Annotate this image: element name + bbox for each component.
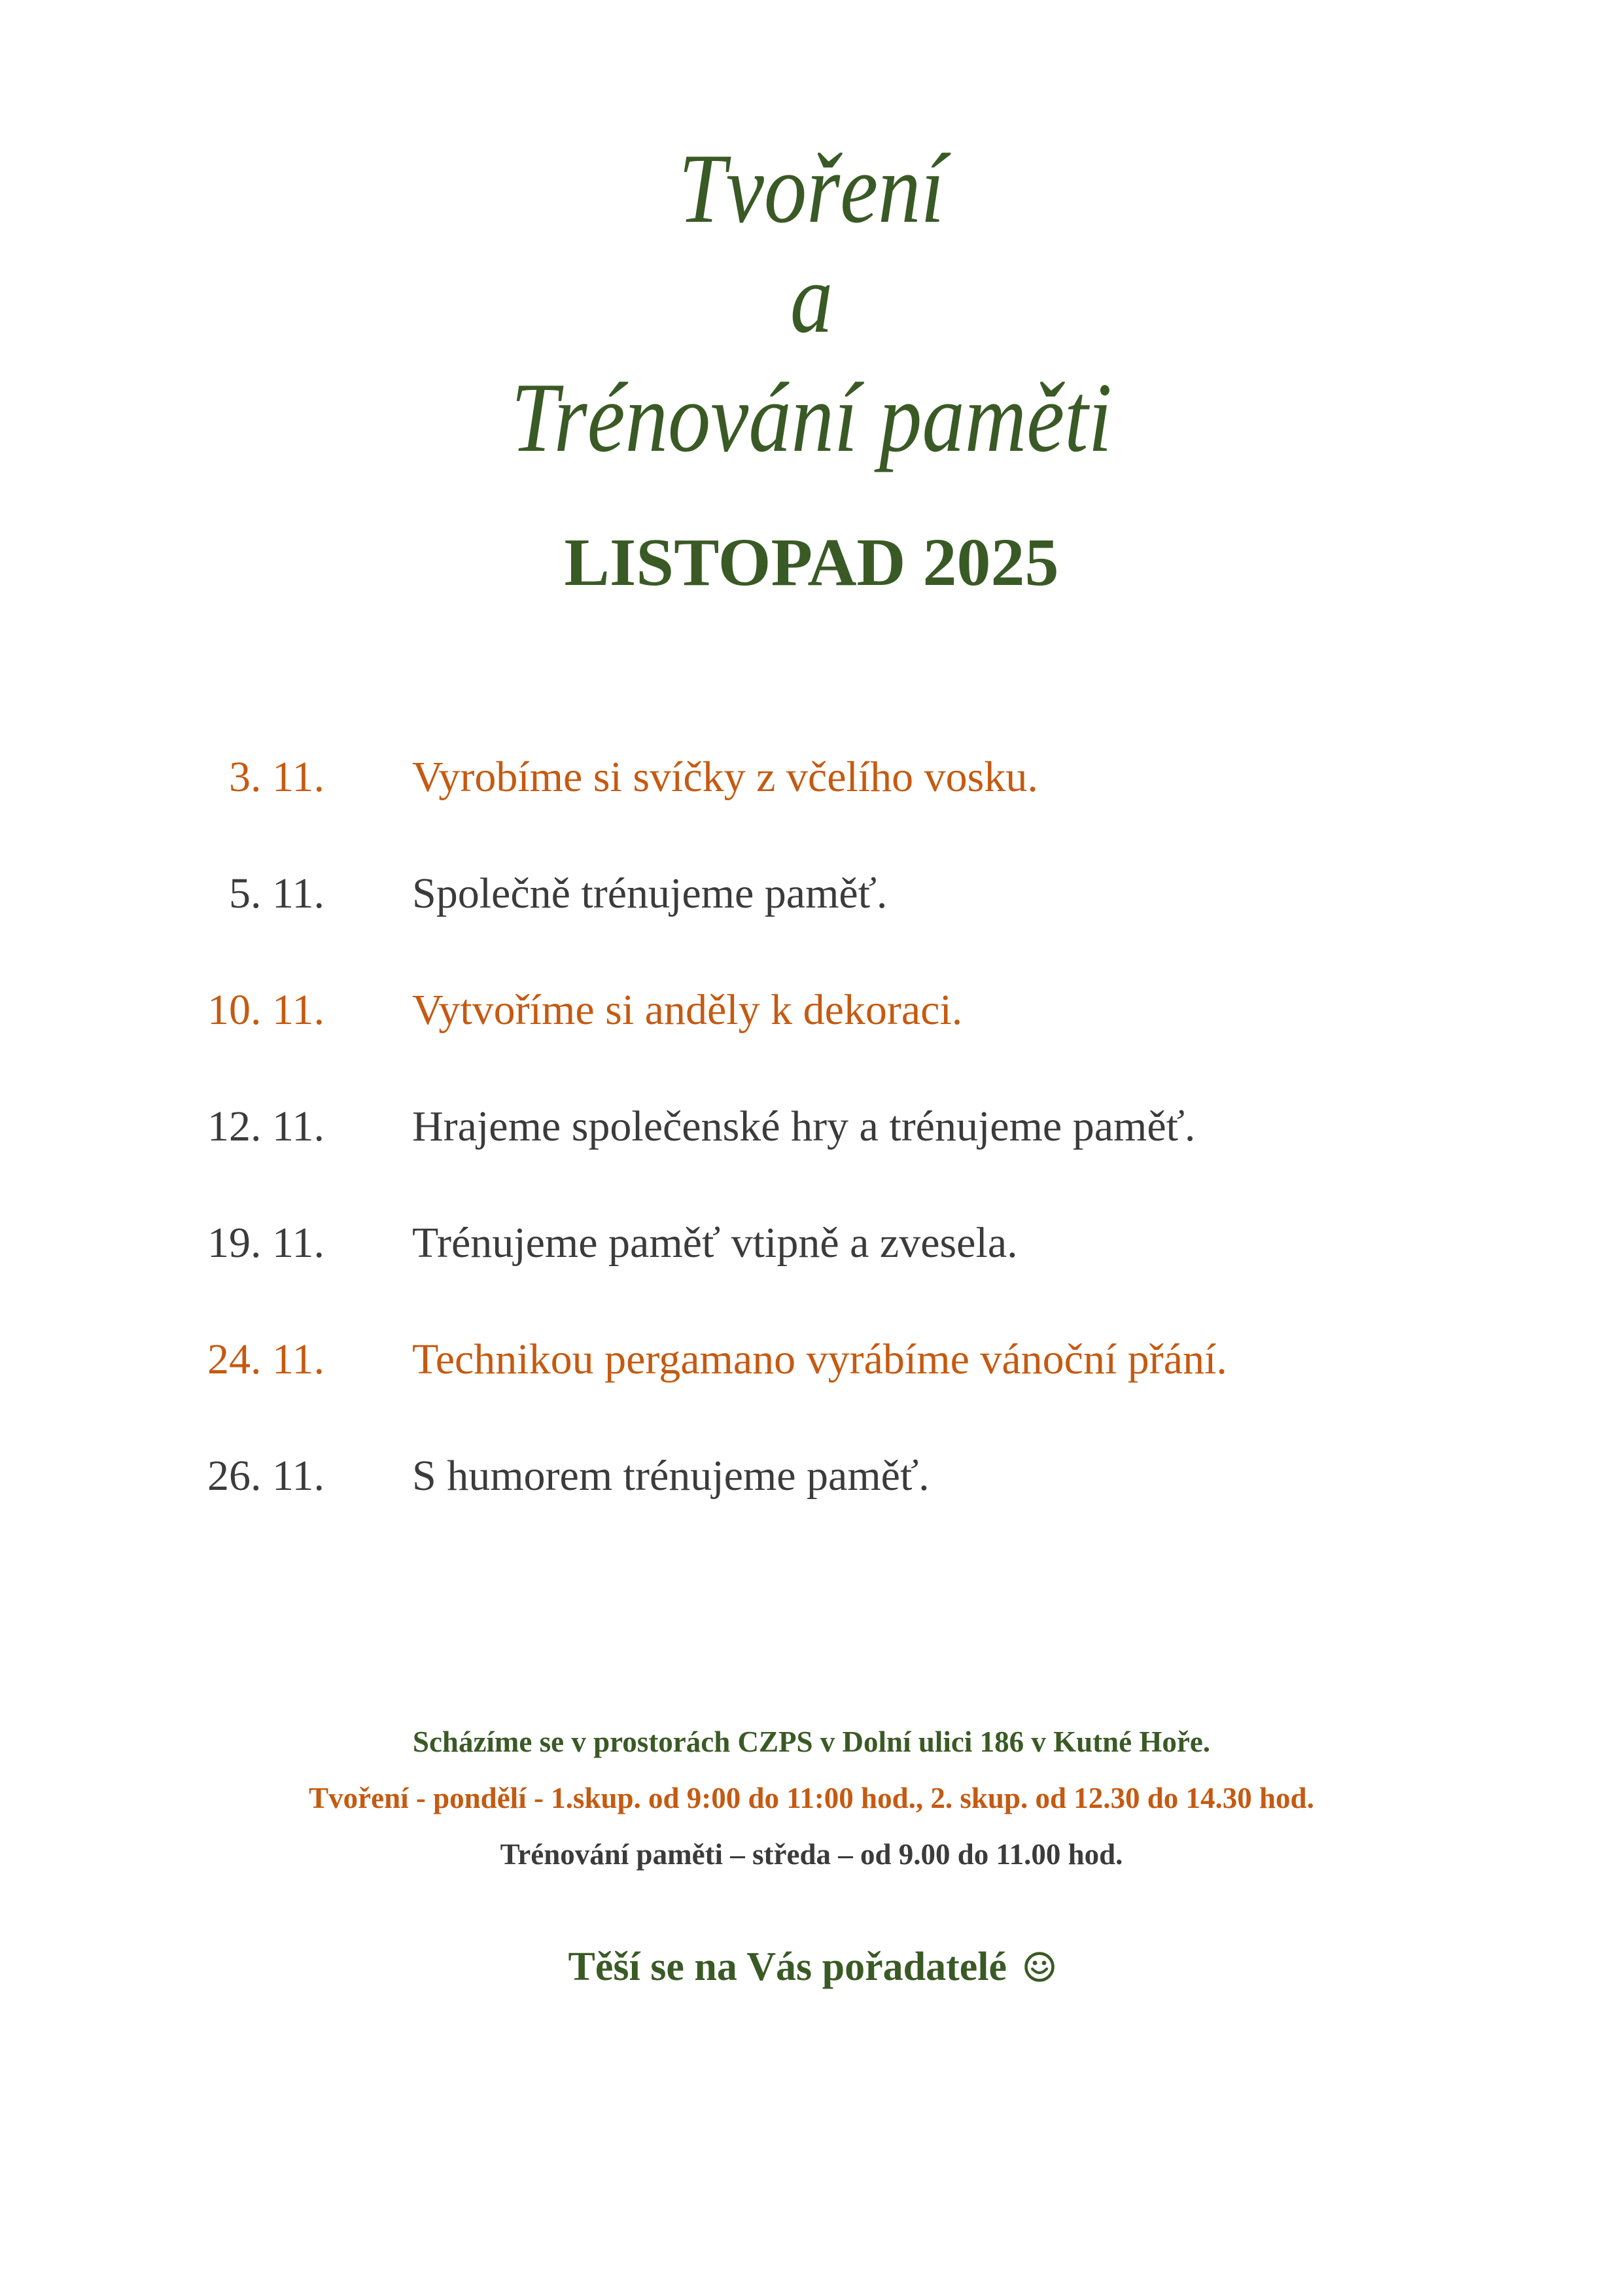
title-line-2: a [790, 243, 833, 353]
schedule-date: 12. 11. [207, 1103, 324, 1150]
schedule-description: Hrajeme společenské hry a trénujeme paměť. [412, 1103, 1196, 1150]
closing-line [0, 1947, 1623, 1987]
schedule-row [0, 751, 1623, 804]
memory-schedule-note: Trénování paměti – středa – od 9.00 do 11.00 hod. [500, 1838, 1123, 1871]
creative-schedule-note: Tvoření - pondělí - 1.skup. od 9:00 do 11:00 hod., 2. skup. od 12.30 do 14.30 hod. [309, 1782, 1314, 1814]
schedule-description: Trénujeme paměť vtipně a zvesela. [412, 1219, 1018, 1267]
schedule-row [0, 1217, 1623, 1269]
title-line-3: Trénování paměti [511, 362, 1112, 472]
schedule-description: Technikou pergamano vyrábíme vánoční přání. [412, 1335, 1227, 1383]
schedule-date: 10. 11. [207, 986, 324, 1034]
schedule-row [0, 984, 1623, 1036]
schedule-description: Společně trénujeme paměť. [412, 870, 888, 917]
schedule-description: S humorem trénujeme paměť. [412, 1452, 930, 1500]
schedule-date: 24. 11. [207, 1335, 324, 1383]
closing-text: Těší se na Vás pořadatelé [568, 1945, 1007, 1989]
schedule-row [0, 868, 1623, 920]
location-note: Scházíme se v prostorách CZPS v Dolní ulici 186 v Kutné Hoře. [412, 1725, 1211, 1758]
schedule-date: 5. 11. [228, 870, 324, 917]
schedule-date: 26. 11. [207, 1452, 324, 1500]
schedule-description: Vytvoříme si anděly k dekoraci. [412, 986, 963, 1034]
schedule-row [0, 1333, 1623, 1386]
schedule-date: 3. 11. [228, 753, 324, 801]
smiley-icon [1024, 1949, 1055, 1981]
month-heading: LISTOPAD 2025 [564, 525, 1059, 600]
schedule-row [0, 1101, 1623, 1153]
schedule-date: 19. 11. [207, 1219, 324, 1267]
schedule-description: Vyrobíme si svíčky z včelího vosku. [412, 753, 1038, 801]
title-line-1: Tvoření [678, 133, 945, 243]
schedule-row [0, 1450, 1623, 1502]
